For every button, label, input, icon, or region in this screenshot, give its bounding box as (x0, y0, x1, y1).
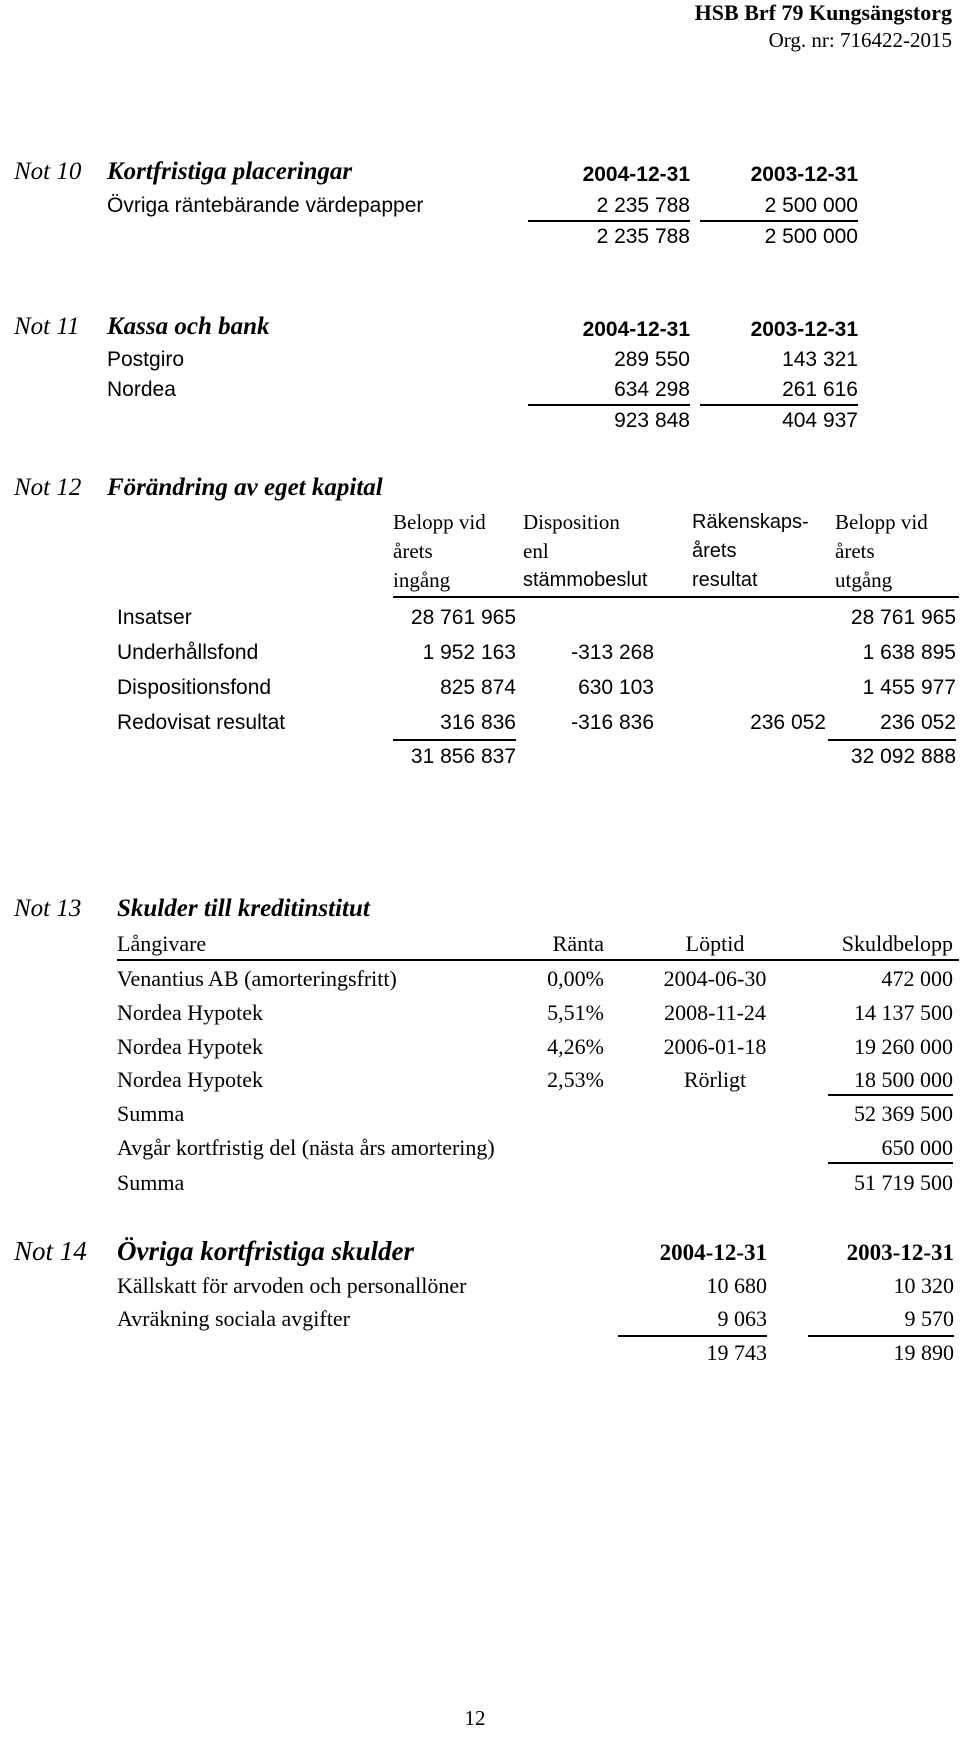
column-header-2004: 2004-12-31 (659, 1240, 767, 1265)
note-title: Kortfristiga placeringar (107, 158, 353, 185)
row-label: Källskatt för arvoden och personallöner (117, 1273, 467, 1298)
total-2003: 19 890 (893, 1340, 954, 1365)
row-label: Redovisat resultat (117, 711, 286, 734)
note-number: Not 10 (14, 158, 82, 185)
column-header-rate: Ränta (552, 931, 604, 956)
total-underline (700, 404, 858, 406)
column-header-2004: 2004-12-31 (582, 163, 690, 186)
value-disposition: -316 836 (571, 711, 654, 734)
value-2003: 2 500 000 (764, 194, 858, 217)
value-disposition: -313 268 (571, 641, 654, 664)
amount: 18 500 000 (854, 1067, 953, 1092)
value-2003: 261 616 (782, 378, 858, 401)
total-opening: 31 856 837 (410, 745, 516, 768)
note-title: Övriga kortfristiga skulder (117, 1236, 415, 1266)
total-underline (808, 1335, 954, 1337)
sum-underline (828, 1162, 953, 1164)
row-label: Avräkning sociala avgifter (117, 1306, 350, 1331)
column-header-lender: Långivare (117, 931, 207, 956)
value-2003: 143 321 (782, 348, 858, 371)
total-underline (528, 404, 690, 406)
value-opening: 316 836 (440, 711, 516, 734)
column-header-2003: 2003-12-31 (846, 1240, 954, 1265)
deduction-label: Avgår kortfristig del (nästa års amortering) (117, 1135, 495, 1160)
total-2004: 923 848 (614, 409, 690, 432)
header-underline (393, 596, 959, 598)
sum-value: 51 719 500 (854, 1170, 953, 1195)
rate: 5,51% (547, 1000, 604, 1025)
value-2004: 634 298 (614, 378, 690, 401)
org-number: Org. nr: 716422-2015 (768, 28, 952, 52)
sum-value: 52 369 500 (854, 1101, 953, 1126)
value-closing: 1 638 895 (862, 641, 956, 664)
column-header-term: Löptid (685, 931, 745, 956)
lender: Nordea Hypotek (117, 1034, 264, 1059)
total-underline (828, 739, 956, 741)
total-2004: 19 743 (706, 1340, 767, 1365)
amount: 14 137 500 (854, 1000, 953, 1025)
lender: Venantius AB (amorteringsfritt) (117, 966, 397, 991)
header-underline (117, 959, 959, 961)
row-label: Dispositionsfond (117, 676, 272, 699)
row-label: Underhållsfond (117, 641, 259, 664)
org-name: HSB Brf 79 Kungsängstorg (694, 0, 952, 25)
term: 2004-06-30 (663, 966, 767, 991)
note-number: Not 14 (14, 1236, 87, 1266)
rate: 2,53% (547, 1067, 604, 1092)
total-underline (618, 1335, 767, 1337)
sum-label: Summa (117, 1170, 185, 1195)
value-opening: 825 874 (440, 676, 516, 699)
value-closing: 1 455 977 (862, 676, 956, 699)
column-header-2003: 2003-12-31 (750, 163, 858, 186)
amount: 19 260 000 (854, 1034, 953, 1059)
sum-label: Summa (117, 1101, 185, 1126)
column-header-2004: 2004-12-31 (582, 318, 690, 341)
note-title: Kassa och bank (107, 313, 270, 340)
total-underline (528, 220, 690, 222)
row-label: Postgiro (107, 348, 185, 371)
note-number: Not 12 (14, 474, 82, 501)
amount: 472 000 (881, 966, 953, 991)
row-label: Övriga räntebärande värdepapper (107, 194, 424, 217)
row-label: Nordea (107, 378, 176, 401)
note-title: Förändring av eget kapital (107, 474, 383, 501)
term: 2008-11-24 (664, 1000, 766, 1025)
deduction-value: 650 000 (881, 1135, 953, 1160)
note-title: Skulder till kreditinstitut (117, 895, 370, 922)
total-underline (700, 220, 858, 222)
rate: 0,00% (547, 966, 604, 991)
lender: Nordea Hypotek (117, 1000, 264, 1025)
value-closing: 236 052 (880, 711, 956, 734)
page-number: 12 (464, 1706, 486, 1730)
total-closing: 32 092 888 (850, 745, 956, 768)
note-number: Not 13 (14, 895, 82, 922)
total-2003: 2 500 000 (764, 225, 858, 248)
term: Rörligt (683, 1067, 747, 1092)
note-number: Not 11 (14, 313, 80, 340)
value-2004: 9 063 (717, 1306, 767, 1331)
row-label: Insatser (117, 606, 192, 629)
value-2004: 2 235 788 (596, 194, 690, 217)
column-header-amount: Skuldbelopp (841, 931, 953, 956)
total-underline (393, 739, 516, 741)
value-2003: 9 570 (904, 1306, 954, 1331)
total-2004: 2 235 788 (596, 225, 690, 248)
lender: Nordea Hypotek (117, 1067, 264, 1092)
term: 2006-01-18 (663, 1034, 767, 1059)
value-opening: 28 761 965 (410, 606, 516, 629)
total-2003: 404 937 (782, 409, 858, 432)
value-2004: 289 550 (614, 348, 690, 371)
sum-underline (828, 1094, 953, 1096)
value-result: 236 052 (750, 711, 826, 734)
value-disposition: 630 103 (578, 676, 654, 699)
value-2004: 10 680 (706, 1273, 767, 1298)
column-header-2003: 2003-12-31 (750, 318, 858, 341)
value-2003: 10 320 (893, 1273, 954, 1298)
rate: 4,26% (547, 1034, 604, 1059)
value-opening: 1 952 163 (422, 641, 516, 664)
value-closing: 28 761 965 (850, 606, 956, 629)
